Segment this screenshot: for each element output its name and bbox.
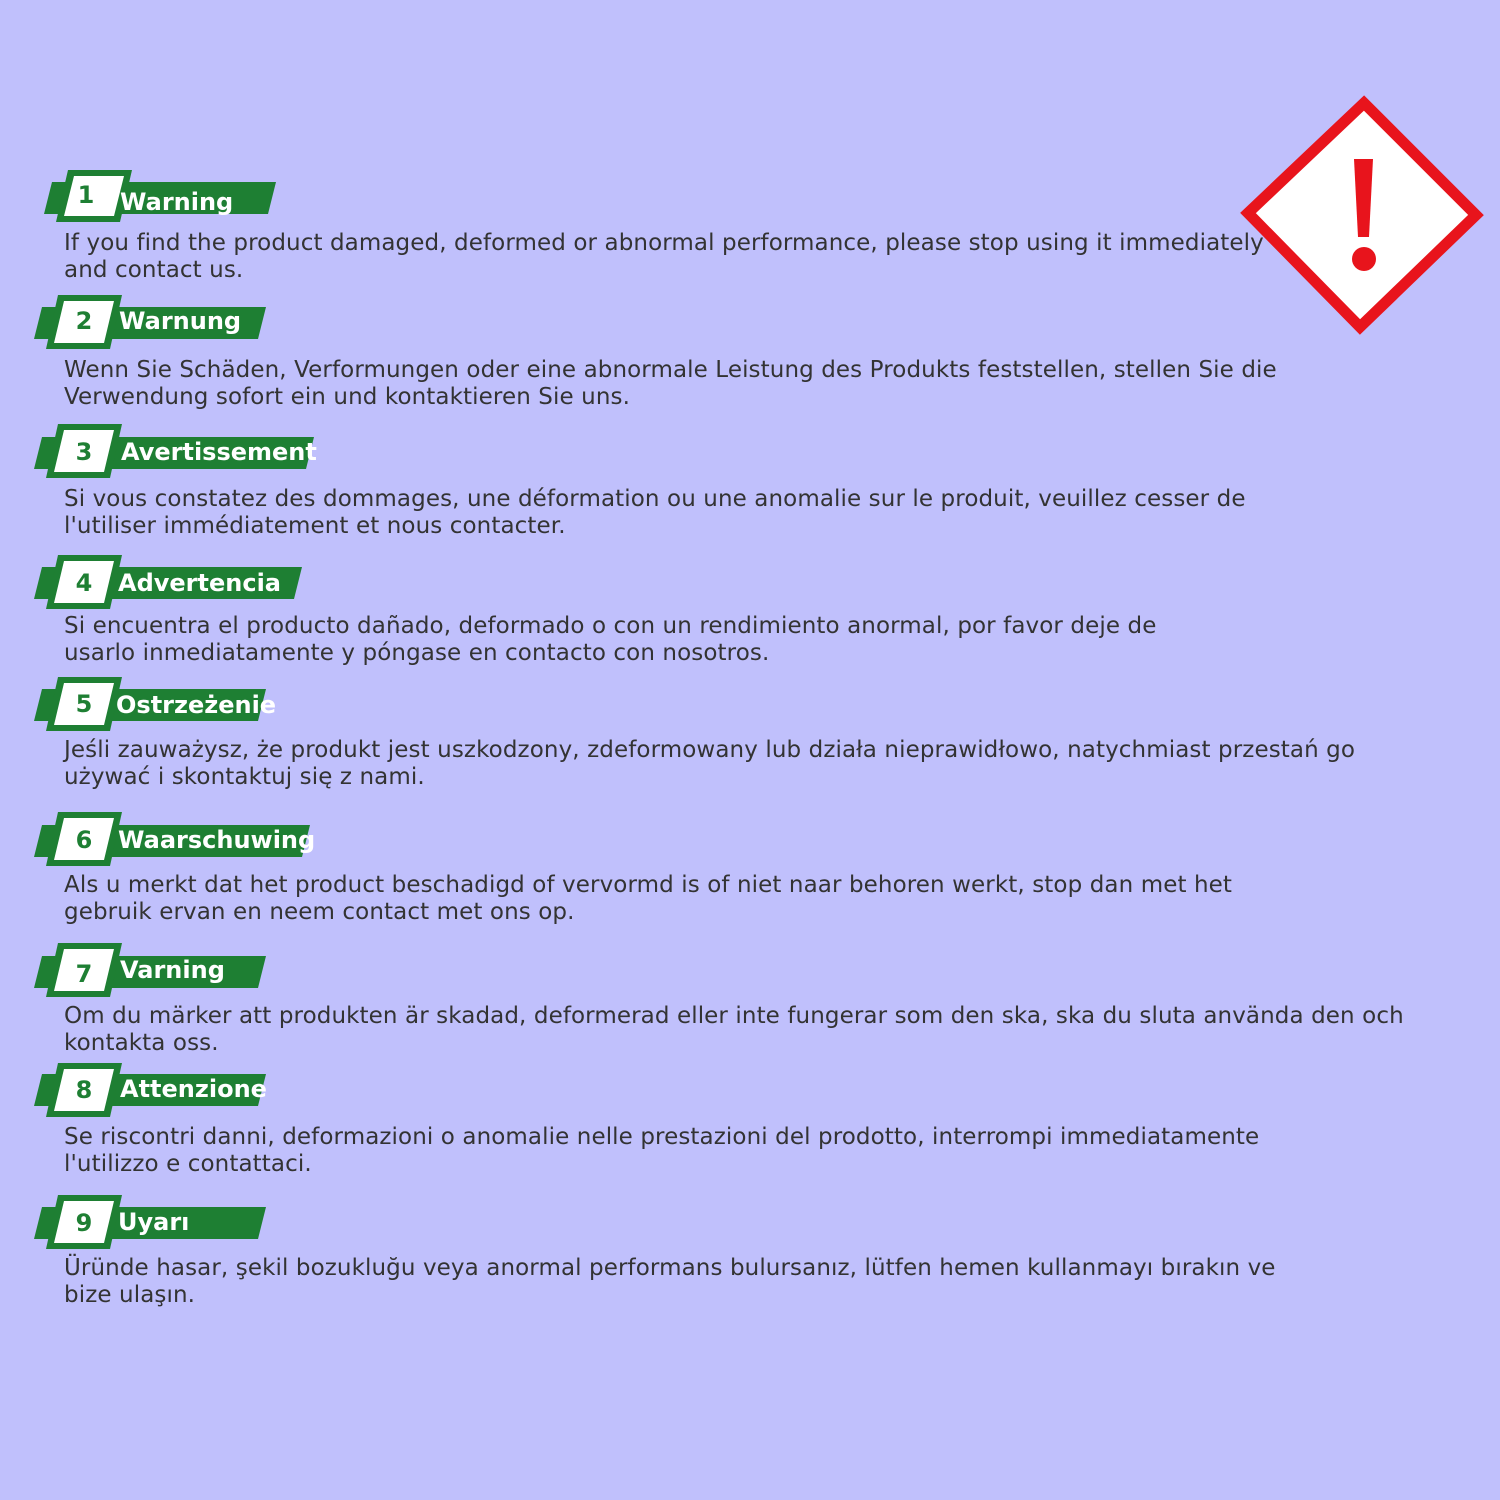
warning-text: If you find the product damaged, deformed or abnormal performance, please stop using it immediately and contact us. — [64, 230, 1264, 283]
warning-text: Jeśli zauważysz, że produkt jest uszkodzony, zdeformowany lub działa nieprawidłowo, natychmiast przestań go używać i skontaktuj się z nami. — [64, 737, 1356, 790]
warning-number: 1 — [77, 181, 95, 209]
warning-title: Uyarı — [118, 1208, 190, 1236]
warning-text: Als u merkt dat het product beschadigd of vervormd is of niet naar behoren werkt, stop dan met het gebruik ervan en neem contact met ons op. — [64, 872, 1233, 925]
warning-text: Si vous constatez des dommages, une déformation ou une anomalie sur le produit, veuillez cesser de l'utiliser immédiatement et nous contacter. — [64, 486, 1246, 539]
warning-title: Waarschuwing — [118, 826, 316, 854]
warning-number: 8 — [75, 1076, 93, 1104]
warning-title: Warnung — [119, 307, 242, 335]
warning-banner — [30, 1195, 330, 1251]
warning-title: Warning — [120, 188, 234, 216]
warning-text: Se riscontri danni, deformazioni o anomalie nelle prestazioni del prodotto, interrompi immediatamente l'utilizzo e contattaci. — [64, 1124, 1260, 1177]
warning-number: 4 — [75, 569, 93, 597]
warning-title: Avertissement — [121, 438, 317, 466]
warning-banner — [30, 677, 330, 733]
warning-banner — [30, 943, 330, 999]
warning-banner — [30, 1063, 330, 1119]
warning-number: 7 — [75, 960, 93, 988]
warning-title: Attenzione — [120, 1075, 267, 1103]
warning-banner — [30, 812, 330, 868]
warning-title: Advertencia — [118, 569, 281, 597]
warning-text: Wenn Sie Schäden, Verformungen oder eine abnormale Leistung des Produkts feststellen, stellen Sie die Verwendung sofort ein und kontaktieren Sie uns. — [64, 357, 1277, 410]
warning-banner — [30, 424, 330, 480]
warning-number: 6 — [75, 826, 93, 854]
hazard-warning-sign — [1240, 95, 1484, 335]
warning-text: Om du märker att produkten är skadad, deformerad eller inte fungerar som den ska, ska du sluta använda den och kontakta oss. — [64, 1003, 1404, 1056]
warning-banner — [30, 555, 330, 611]
warning-number: 3 — [75, 438, 93, 466]
warning-text: Üründe hasar, şekil bozukluğu veya anormal performans bulursanız, lütfen hemen kullanmayı bırakın ve bize ulaşın. — [64, 1255, 1276, 1308]
warning-title: Ostrzeżenie — [116, 691, 277, 719]
warning-title: Varning — [120, 956, 225, 984]
exclamation-diamond-icon — [1240, 95, 1484, 335]
warning-number: 9 — [75, 1209, 93, 1237]
warning-number: 2 — [75, 307, 93, 335]
warning-banner — [30, 295, 330, 351]
warning-number: 5 — [75, 690, 93, 718]
warning-banner — [40, 168, 340, 224]
warning-text: Si encuentra el producto dañado, deformado o con un rendimiento anormal, por favor deje de usarlo inmediatamente y póngase en contacto con nosotros. — [64, 613, 1157, 666]
